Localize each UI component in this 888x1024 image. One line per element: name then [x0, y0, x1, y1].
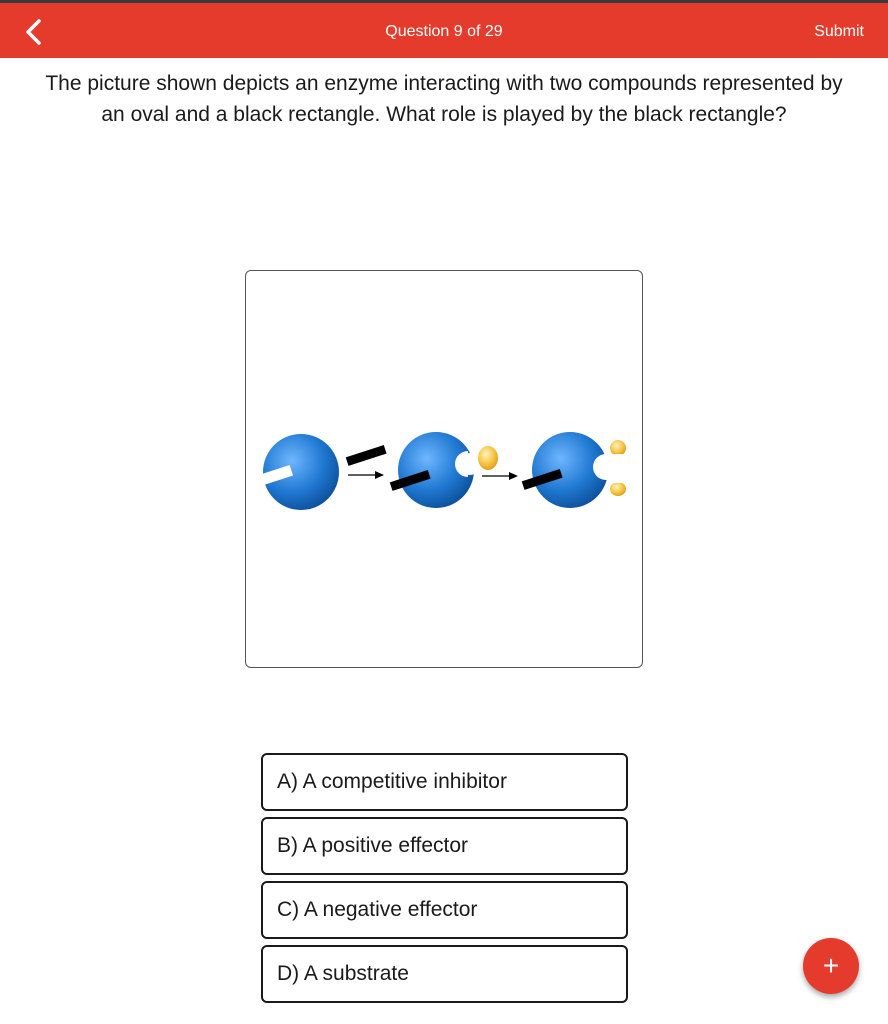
plus-icon: +: [822, 950, 840, 981]
answer-option-d[interactable]: D) A substrate: [261, 945, 628, 1003]
answer-option-b[interactable]: B) A positive effector: [261, 817, 628, 875]
enzyme-figure: [245, 270, 643, 668]
question-counter: Question 9 of 29: [385, 23, 503, 40]
answer-list: [261, 753, 628, 1009]
enzyme-substrate-bound: [522, 432, 626, 508]
substrate-oval: [478, 446, 498, 470]
top-bar: [0, 0, 888, 58]
enzyme-diagram: [246, 271, 644, 669]
arrow-icon: [348, 471, 384, 479]
add-button[interactable]: [803, 938, 859, 994]
effector-rectangle: [346, 445, 387, 466]
enzyme-effector-bound: [390, 432, 481, 508]
submit-button[interactable]: Submit: [814, 23, 864, 40]
enzyme-free: [257, 434, 339, 510]
arrow-icon: [482, 472, 518, 480]
question-text: The picture shown depicts an enzyme interacting with two compounds represented by an oval and a black rectangle. What role is played by the black rectangle?: [45, 72, 843, 126]
answer-option-c[interactable]: C) A negative effector: [261, 881, 628, 939]
answer-option-a[interactable]: A) A competitive inhibitor: [261, 753, 628, 811]
